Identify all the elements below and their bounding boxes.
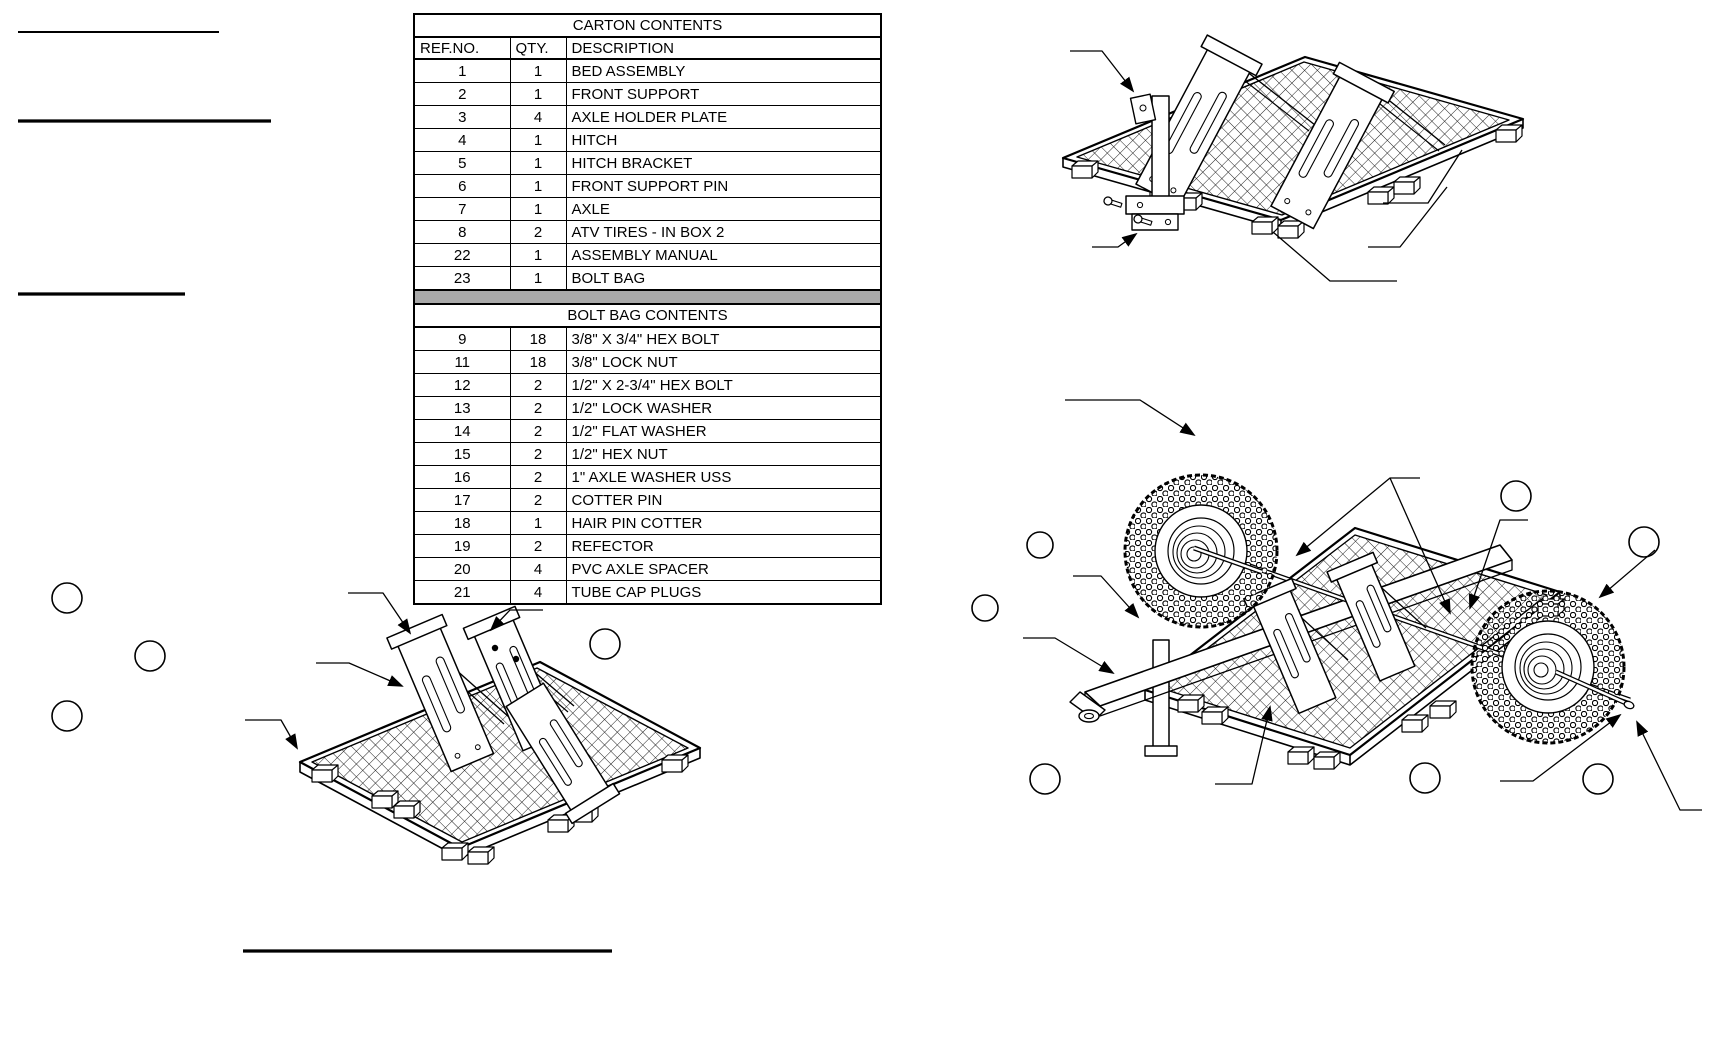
ref-no: 16 (414, 466, 510, 489)
qty: 2 (510, 466, 566, 489)
ref-no: 23 (414, 267, 510, 291)
description: ASSEMBLY MANUAL (566, 244, 881, 267)
table-row (414, 581, 881, 605)
qty: 2 (510, 443, 566, 466)
table-row (414, 535, 881, 558)
leader-line (1065, 400, 1194, 435)
table-row (414, 175, 881, 198)
description: FRONT SUPPORT PIN (566, 175, 881, 198)
callout-circle (590, 629, 620, 659)
description: AXLE HOLDER PLATE (566, 106, 881, 129)
description: ATV TIRES - IN BOX 2 (566, 221, 881, 244)
table-row (414, 267, 881, 291)
qty: 1 (510, 129, 566, 152)
callout-circle (1501, 481, 1531, 511)
table-row (414, 558, 881, 581)
ref-no: 21 (414, 581, 510, 605)
table-row (414, 489, 881, 512)
qty: 2 (510, 420, 566, 443)
qty: 2 (510, 535, 566, 558)
qty: 1 (510, 83, 566, 106)
callout-circle (1027, 532, 1053, 558)
description: 3/8" LOCK NUT (566, 351, 881, 374)
description: COTTER PIN (566, 489, 881, 512)
description: 1/2" HEX NUT (566, 443, 881, 466)
ref-no: 13 (414, 397, 510, 420)
hex-bolt (1103, 196, 1123, 209)
callout-circle (1030, 764, 1060, 794)
qty: 1 (510, 267, 566, 291)
table-row (414, 129, 881, 152)
qty: 1 (510, 512, 566, 535)
parts-table (413, 13, 882, 605)
leader-line (1023, 638, 1113, 673)
table-row (414, 198, 881, 221)
ref-no: 12 (414, 374, 510, 397)
leader-line (1070, 51, 1133, 91)
callout-circle (1410, 763, 1440, 793)
leader-line (1073, 576, 1138, 617)
table-row (414, 374, 881, 397)
table-row (414, 443, 881, 466)
table-row (414, 152, 881, 175)
ref-no: 8 (414, 221, 510, 244)
leader-line (1092, 234, 1136, 247)
callout-circle (52, 701, 82, 731)
figure-trailer-wheels-axle (972, 400, 1702, 810)
hex-bolt (492, 645, 498, 651)
description: AXLE (566, 198, 881, 221)
atv-tire-right (1472, 591, 1624, 743)
qty: 1 (510, 152, 566, 175)
carton-contents-title: CARTON CONTENTS (414, 14, 881, 37)
ref-no: 3 (414, 106, 510, 129)
description: 1" AXLE WASHER USS (566, 466, 881, 489)
hex-bolt (513, 656, 519, 662)
ref-no: 19 (414, 535, 510, 558)
ref-no: 20 (414, 558, 510, 581)
ref-no: 9 (414, 327, 510, 351)
col-header-description: DESCRIPTION (566, 37, 881, 59)
ref-no: 14 (414, 420, 510, 443)
leader-line (1600, 550, 1655, 597)
description: 1/2" X 2-3/4" HEX BOLT (566, 374, 881, 397)
description: 3/8" X 3/4" HEX BOLT (566, 327, 881, 351)
col-header-qty: QTY. (510, 37, 566, 59)
description: REFECTOR (566, 535, 881, 558)
figure-bed-front-support (1063, 35, 1523, 281)
table-row (414, 83, 881, 106)
ref-no: 1 (414, 59, 510, 83)
col-header-ref: REF.NO. (414, 37, 510, 59)
table-row (414, 106, 881, 129)
description: 1/2" LOCK WASHER (566, 397, 881, 420)
qty: 18 (510, 327, 566, 351)
leader-line (245, 720, 297, 748)
table-row (414, 59, 881, 83)
qty: 1 (510, 198, 566, 221)
qty: 1 (510, 59, 566, 83)
ref-no: 11 (414, 351, 510, 374)
ref-no: 15 (414, 443, 510, 466)
qty: 1 (510, 244, 566, 267)
description: PVC AXLE SPACER (566, 558, 881, 581)
bolt-bag-contents-title: BOLT BAG CONTENTS (414, 304, 881, 327)
description: HITCH BRACKET (566, 152, 881, 175)
ref-no: 4 (414, 129, 510, 152)
description: BOLT BAG (566, 267, 881, 291)
callout-circles-left (52, 583, 165, 731)
table-row (414, 244, 881, 267)
qty: 4 (510, 106, 566, 129)
description: HAIR PIN COTTER (566, 512, 881, 535)
leader-line (348, 593, 410, 633)
ref-no: 17 (414, 489, 510, 512)
table-row (414, 351, 881, 374)
leader-line (1273, 232, 1397, 281)
ref-no: 7 (414, 198, 510, 221)
table-row (414, 221, 881, 244)
qty: 2 (510, 397, 566, 420)
table-row (414, 397, 881, 420)
qty: 18 (510, 351, 566, 374)
qty: 2 (510, 374, 566, 397)
description: TUBE CAP PLUGS (566, 581, 881, 605)
callout-circle (135, 641, 165, 671)
callout-circle (1583, 764, 1613, 794)
figure-bed-ramp-brackets (245, 593, 700, 864)
ref-no: 18 (414, 512, 510, 535)
ref-no: 2 (414, 83, 510, 106)
callout-circle (1629, 527, 1659, 557)
leader-line (1637, 722, 1702, 810)
ref-no: 6 (414, 175, 510, 198)
description: 1/2" FLAT WASHER (566, 420, 881, 443)
qty: 1 (510, 175, 566, 198)
ref-no: 5 (414, 152, 510, 175)
description: HITCH (566, 129, 881, 152)
hitch-ring (1079, 710, 1099, 722)
qty: 4 (510, 558, 566, 581)
leader-line (316, 663, 402, 686)
table-row (414, 327, 881, 351)
section-separator (414, 290, 881, 304)
table-row (414, 420, 881, 443)
table-row (414, 466, 881, 489)
table-row (414, 512, 881, 535)
callout-circle (52, 583, 82, 613)
qty: 2 (510, 221, 566, 244)
qty: 2 (510, 489, 566, 512)
description: FRONT SUPPORT (566, 83, 881, 106)
description: BED ASSEMBLY (566, 59, 881, 83)
qty: 4 (510, 581, 566, 605)
callout-circle (972, 595, 998, 621)
ref-no: 22 (414, 244, 510, 267)
